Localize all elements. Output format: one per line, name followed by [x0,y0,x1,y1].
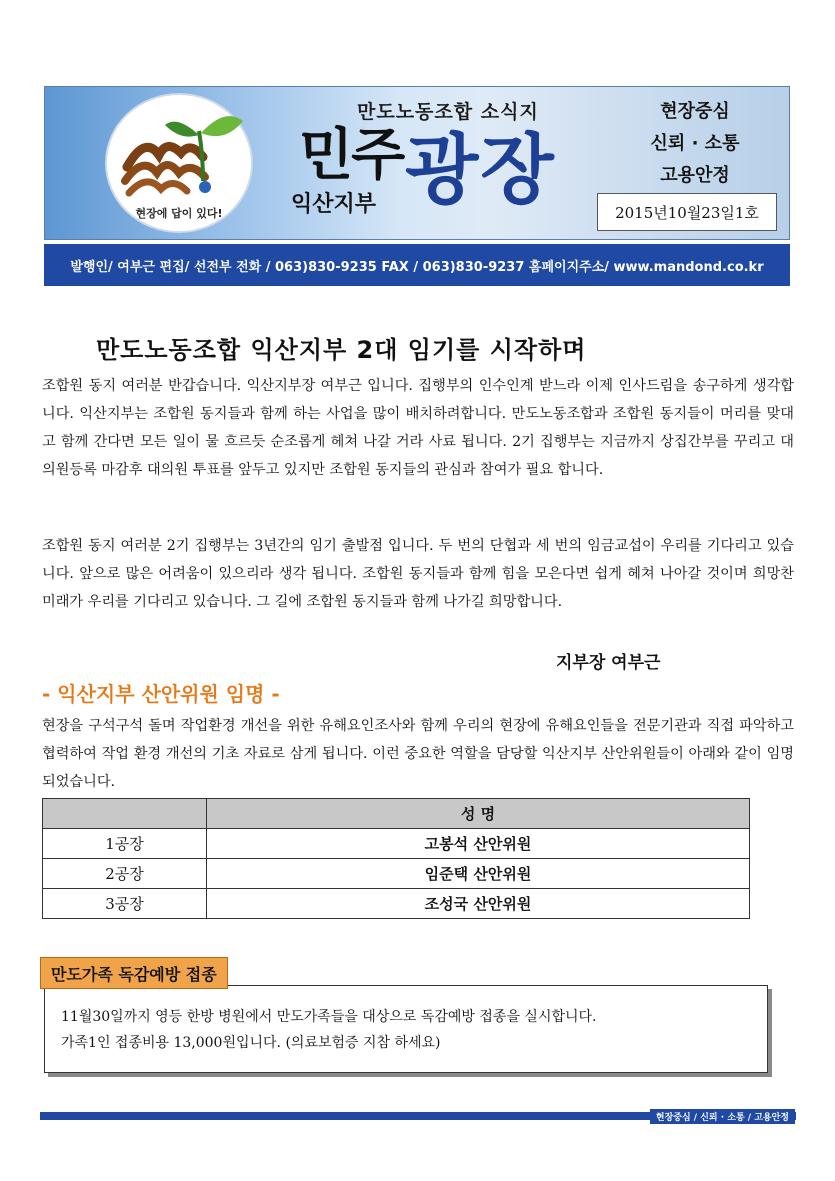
newsletter-title-part2: 광장 [405,125,556,214]
slogan-2: 신뢰 · 소통 [650,133,740,154]
table-header-name: 성 명 [207,799,750,829]
issue-date: 2015년10월23일1호 [597,193,777,231]
safety-intro: 현장을 구석구석 돌며 작업환경 개선을 위한 유해요인조사와 함께 우리의 현장에 유해요인들을 전문기관과 직접 파악하고 협력하여 작업 환경 개선의 기초 자료로 삼게 됩니다. 이런 중요한 역할을 담당할 익산지부 산안위원들이 아래와 같이 임명 되었습니다. [42,718,794,790]
newsletter-subtitle: 만도노동조합 소식지 [357,101,539,123]
table-row [43,889,750,919]
article-paragraph-1: 조합원 동지 여러분 반갑습니다. 익산지부장 여부근 입니다. 집행부의 인수인계 받느라 이제 인사드림을 송구하게 생각합니다. 익산지부는 조합원 동지들과 함께 하는 사업을 많이 배치하려합니다. 만도노동조합과 조합원 동지들이 머리를 맞대고 함께 간다면 모든 일이 물 흐르듯 순조롭게 헤쳐 나갈 거라 사료 됩니다. 2기 집행부는 지금까지 상집간부를 꾸리고 대의원등록 마감후 대의원 투표를 앞두고 있지만 조합원 동지들의 관심과 참여가 필요 합니다. [42,378,794,478]
footer-slogan: 현장중심 / 신뢰 · 소통 / 고용안정 [650,1109,795,1124]
notice-line-1: 11월30일까지 영등 한방 병원에서 만도가족들을 대상으로 독감예방 접종을 실시합니다. [61,1009,597,1025]
safety-committee-table [42,798,750,919]
notice-title: 만도가족 독감예방 접종 [40,957,228,989]
table-row [43,859,750,889]
notice-box [44,985,768,1073]
member-name-cell: 조성국 산안위원 [207,889,750,919]
article-paragraph-2: 조합원 동지 여러분 2기 집행부는 3년간의 임기 출발점 입니다. 두 번의 단협과 세 번의 임금교섭이 우리를 기다리고 있습니다. 앞으로 많은 어려움이 있으리라 생각 됩니다. 조합원 동지들과 함께 힘을 모은다면 쉽게 헤쳐 나아갈 것이며 희망찬 미래가 우리를 기다리고 있습니다. 그 길에 조합원 동지들과 함께 나가길 희망합니다. [42,538,794,610]
logo-caption: 현장에 답이 있다! [135,207,223,220]
plant-cell: 3공장 [43,889,207,919]
safety-section-title: - 익산지부 산안위원 임명 - [42,682,280,706]
member-name-cell: 임준택 산안위원 [207,859,750,889]
union-logo [105,93,253,233]
masthead [44,86,790,240]
newsletter-title-part1: 민주 [299,123,404,188]
table-header-plant [43,799,207,829]
publisher-info-bar: 발행인/ 여부근 편집/ 선전부 전화 / 063)830-9235 FAX / 063)830-9237 홈페이지주소/ www.mandond.co.kr [44,244,790,286]
article-headline: 만도노동조합 익산지부 2대 임기를 시작하며 [96,336,587,364]
plant-cell: 1공장 [43,829,207,859]
article-signature: 지부장 여부근 [556,653,661,673]
notice-line-2: 가족1인 접종비용 13,000원입니다. (의료보험증 지참 하세요) [61,1035,441,1051]
slogan-3: 고용안정 [660,165,730,186]
table-header-row [43,799,750,829]
plant-cell: 2공장 [43,859,207,889]
table-row [43,829,750,859]
member-name-cell: 고봉석 산안위원 [207,829,750,859]
branch-name: 익산지부 [291,192,377,217]
slogan-1: 현장중심 [660,101,730,122]
